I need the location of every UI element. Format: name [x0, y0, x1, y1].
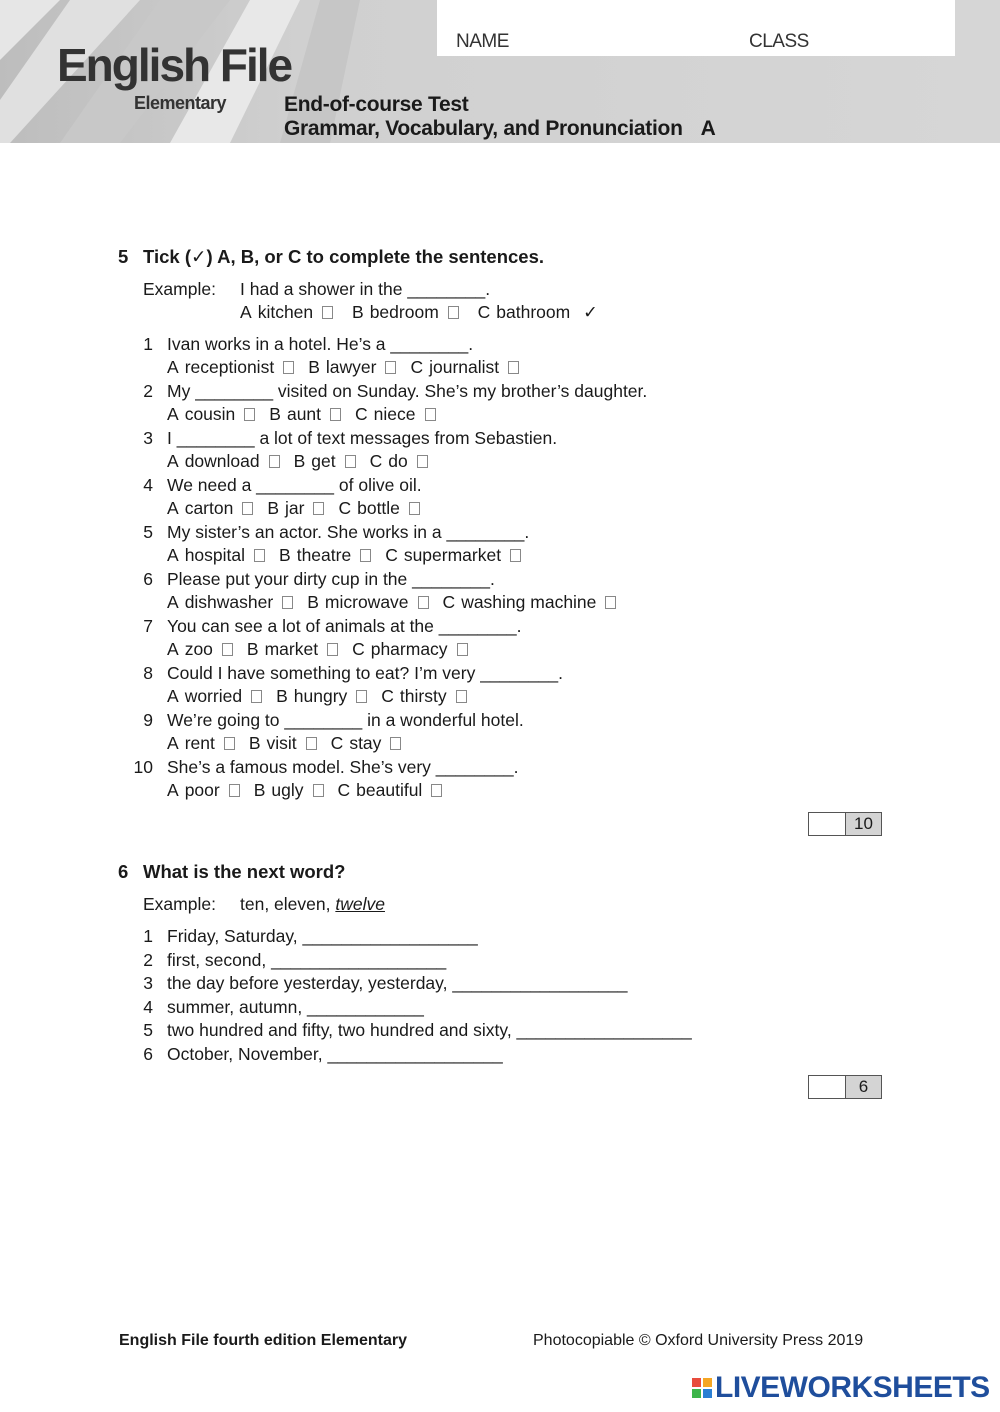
checkbox[interactable] — [448, 306, 459, 319]
option-text: hungry — [293, 686, 348, 706]
answer-option — [276, 686, 367, 706]
checkbox[interactable] — [251, 690, 262, 703]
example-label: Example: — [143, 279, 216, 299]
checkbox[interactable] — [418, 596, 429, 609]
question-number: 5 — [143, 522, 153, 542]
answer-options — [167, 451, 442, 472]
answer-options — [167, 498, 434, 519]
example-option-b: B bedroom — [352, 302, 459, 322]
option-letter: C — [442, 592, 456, 612]
question-text: I ________ a lot of text messages from Sebastien. — [167, 428, 558, 448]
option-letter: B — [276, 686, 288, 706]
option-text: download — [184, 451, 260, 471]
question-text: Please put your dirty cup in the ________. — [167, 569, 495, 589]
answer-option — [247, 639, 338, 659]
option-letter: A — [167, 733, 179, 753]
question-number: 8 — [143, 663, 153, 683]
watermark-text: LIVEWORKSHEETS — [715, 1371, 990, 1404]
test-version: A — [700, 117, 716, 140]
option-text: bottle — [357, 498, 400, 518]
checkbox[interactable] — [222, 643, 233, 656]
answer-options — [167, 592, 630, 613]
checkbox[interactable] — [244, 408, 255, 421]
option-letter: A — [167, 498, 179, 518]
page-header — [0, 0, 1000, 143]
answer-option — [267, 498, 324, 518]
question-number: 6 — [143, 569, 153, 589]
checkbox[interactable] — [269, 455, 280, 468]
checkbox[interactable] — [313, 784, 324, 797]
answer-option — [352, 639, 467, 659]
question-number: 4 — [143, 997, 153, 1017]
test-subtitle-text: Grammar, Vocabulary, and Pronunciation — [284, 117, 683, 140]
section-title: Tick (✓) A, B, or C to complete the sentences. — [143, 246, 545, 267]
answer-option — [167, 498, 253, 518]
option-letter: B — [307, 592, 319, 612]
option-text: supermarket — [403, 545, 502, 565]
option-letter: C — [410, 357, 424, 377]
footer-right: Photocopiable © Oxford University Press 2019 — [533, 1332, 864, 1349]
liveworksheets-logo-icon — [692, 1378, 712, 1398]
option-letter: A — [167, 780, 179, 800]
answer-option — [338, 780, 443, 800]
question-number: 2 — [143, 950, 153, 970]
checkbox[interactable] — [356, 690, 367, 703]
question-number: 9 — [143, 710, 153, 730]
option-text: journalist — [429, 357, 500, 377]
answer-option — [254, 780, 324, 800]
answer-option — [167, 733, 235, 753]
option-text: poor — [184, 780, 220, 800]
answer-option — [355, 404, 435, 424]
answer-option — [167, 780, 240, 800]
answer-option — [279, 545, 371, 565]
score-total: 10 — [846, 813, 881, 835]
question-text: Could I have something to eat? I’m very ________. — [167, 663, 563, 683]
question-text: two hundred and fifty, two hundred and sixty, __________________ — [167, 1020, 692, 1040]
option-letter: A — [167, 592, 179, 612]
answer-option — [167, 404, 255, 424]
option-text: pharmacy — [370, 639, 448, 659]
question-text: We’re going to ________ in a wonderful hotel. — [167, 710, 524, 730]
option-text: carton — [184, 498, 234, 518]
option-letter: B — [293, 451, 306, 471]
question-text: the day before yesterday, yesterday, __________________ — [167, 973, 628, 993]
answer-option — [167, 686, 262, 706]
checkbox[interactable] — [224, 737, 235, 750]
checkbox[interactable] — [417, 455, 428, 468]
question-number: 7 — [143, 616, 153, 636]
option-text: aunt — [286, 404, 322, 424]
checkbox[interactable] — [360, 549, 371, 562]
answer-options — [167, 404, 450, 425]
option-text: beautiful — [356, 780, 423, 800]
option-letter: A — [167, 357, 179, 377]
answer-options — [167, 357, 533, 378]
answer-options — [167, 686, 481, 707]
question-text: Ivan works in a hotel. He’s a ________. — [167, 334, 474, 354]
section-number: 5 — [118, 246, 129, 267]
question-text: We need a ________ of olive oil. — [167, 475, 422, 495]
option-letter: A — [167, 404, 179, 424]
score-box — [808, 1075, 882, 1099]
answer-option — [167, 357, 294, 377]
answer-option — [385, 545, 521, 565]
answer-option — [269, 404, 341, 424]
question-number: 6 — [143, 1044, 153, 1064]
checkbox[interactable] — [409, 502, 420, 515]
checkbox[interactable] — [390, 737, 401, 750]
checkbox[interactable] — [431, 784, 442, 797]
question-text: My ________ visited on Sunday. She’s my brother’s daughter. — [167, 381, 648, 401]
example-answer: twelve — [335, 894, 385, 914]
example-option-c: C bathroom ✓ — [477, 302, 598, 322]
option-text: thirsty — [399, 686, 447, 706]
question-text: first, second, __________________ — [167, 950, 447, 970]
option-letter: C — [338, 498, 352, 518]
option-text: dishwasher — [184, 592, 274, 612]
checkbox[interactable] — [283, 361, 294, 374]
question-number: 2 — [143, 381, 153, 401]
answer-option — [249, 733, 317, 753]
example-options — [240, 302, 612, 323]
question-number: 1 — [143, 926, 153, 946]
example-text: I had a shower in the ________. — [240, 279, 491, 299]
question-text: summer, autumn, ____________ — [167, 997, 424, 1017]
option-letter: B — [246, 639, 259, 659]
option-letter: B — [253, 780, 266, 800]
question-text: She’s a famous model. She’s very ________. — [167, 757, 519, 777]
option-letter: C — [337, 780, 351, 800]
tick-mark-icon: ✓ — [583, 302, 598, 322]
checkbox[interactable] — [282, 596, 293, 609]
checkbox[interactable] — [456, 690, 467, 703]
checkbox[interactable] — [327, 643, 338, 656]
score-total: 6 — [846, 1076, 881, 1098]
checkbox[interactable] — [605, 596, 616, 609]
example-text: ten, eleven, twelve — [240, 894, 385, 914]
option-text: hospital — [184, 545, 246, 565]
checkbox[interactable] — [254, 549, 265, 562]
answer-option — [338, 498, 419, 518]
logo-subtitle: Elementary — [134, 93, 227, 113]
option-letter: C — [381, 686, 394, 706]
answer-option — [381, 686, 466, 706]
score-input[interactable] — [809, 1076, 846, 1098]
option-text: stay — [349, 733, 382, 753]
example-option-a: A kitchen — [240, 302, 333, 322]
option-text: lawyer — [325, 357, 377, 377]
answer-options — [167, 733, 415, 754]
checkbox[interactable] — [306, 737, 317, 750]
option-letter: B — [279, 545, 291, 565]
question-number: 5 — [143, 1020, 153, 1040]
question-text: You can see a lot of animals at the ________. — [167, 616, 522, 636]
option-text: microwave — [324, 592, 409, 612]
test-title: End-of-course Test — [284, 93, 469, 116]
name-label: NAME — [456, 31, 509, 52]
option-letter: A — [167, 686, 179, 706]
option-letter: C — [355, 404, 368, 424]
checkbox[interactable] — [457, 643, 468, 656]
option-text: zoo — [184, 639, 213, 659]
name-class-box — [437, 0, 955, 56]
question-number: 3 — [143, 973, 153, 993]
option-letter: A — [167, 545, 179, 565]
option-text: visit — [266, 733, 297, 753]
class-label: CLASS — [749, 31, 809, 52]
answer-option — [167, 545, 265, 565]
question-number: 3 — [143, 428, 153, 448]
section-title: What is the next word? — [143, 861, 346, 882]
option-letter: C — [385, 545, 398, 565]
option-letter: B — [248, 733, 261, 753]
test-subtitle — [284, 117, 715, 141]
option-letter: C — [330, 733, 344, 753]
question-number: 1 — [143, 334, 153, 354]
checkbox[interactable] — [242, 502, 253, 515]
liveworksheets-watermark — [692, 1371, 990, 1405]
option-text: ugly — [271, 780, 304, 800]
answer-option — [331, 733, 402, 753]
section-number: 6 — [118, 861, 129, 882]
footer-left: English File fourth edition Elementary — [119, 1332, 408, 1349]
option-letter: A — [167, 639, 179, 659]
option-text: receptionist — [184, 357, 275, 377]
question-text: Friday, Saturday, __________________ — [167, 926, 478, 946]
answer-option — [167, 639, 233, 659]
answer-option — [167, 592, 293, 612]
answer-option — [410, 357, 519, 377]
answer-options — [167, 780, 456, 801]
checkbox[interactable] — [510, 549, 521, 562]
checkbox[interactable] — [229, 784, 240, 797]
answer-option — [307, 592, 428, 612]
checkbox[interactable] — [345, 455, 356, 468]
option-text: washing machine — [461, 592, 597, 612]
question-number: 10 — [133, 757, 153, 777]
option-letter: C — [369, 451, 383, 471]
logo-title: English File — [57, 39, 292, 91]
option-text: market — [264, 639, 319, 659]
answer-options — [167, 639, 482, 660]
option-letter: A — [167, 451, 179, 471]
option-text: get — [311, 451, 336, 471]
score-input[interactable] — [809, 813, 846, 835]
checkbox[interactable] — [313, 502, 324, 515]
checkbox[interactable] — [330, 408, 341, 421]
answer-option — [167, 451, 280, 471]
question-text: October, November, __________________ — [167, 1044, 503, 1064]
answer-option — [294, 451, 356, 471]
option-letter: C — [352, 639, 365, 659]
checkbox[interactable] — [508, 361, 519, 374]
option-text: do — [388, 451, 408, 471]
option-text: jar — [285, 498, 305, 518]
option-text: rent — [184, 733, 215, 753]
option-text: niece — [373, 404, 416, 424]
question-text: My sister’s an actor. She works in a ________. — [167, 522, 530, 542]
option-letter: B — [308, 357, 320, 377]
checkbox[interactable] — [322, 306, 333, 319]
option-text: cousin — [184, 404, 236, 424]
option-letter: B — [267, 498, 280, 518]
answer-options — [167, 545, 535, 566]
question-number: 4 — [143, 475, 153, 495]
answer-option — [443, 592, 617, 612]
score-box — [808, 812, 882, 836]
answer-option — [370, 451, 428, 471]
checkbox[interactable] — [385, 361, 396, 374]
example-label: Example: — [143, 894, 216, 914]
option-text: worried — [184, 686, 243, 706]
checkbox[interactable] — [425, 408, 436, 421]
option-text: theatre — [296, 545, 352, 565]
answer-option — [308, 357, 396, 377]
option-letter: B — [269, 404, 281, 424]
